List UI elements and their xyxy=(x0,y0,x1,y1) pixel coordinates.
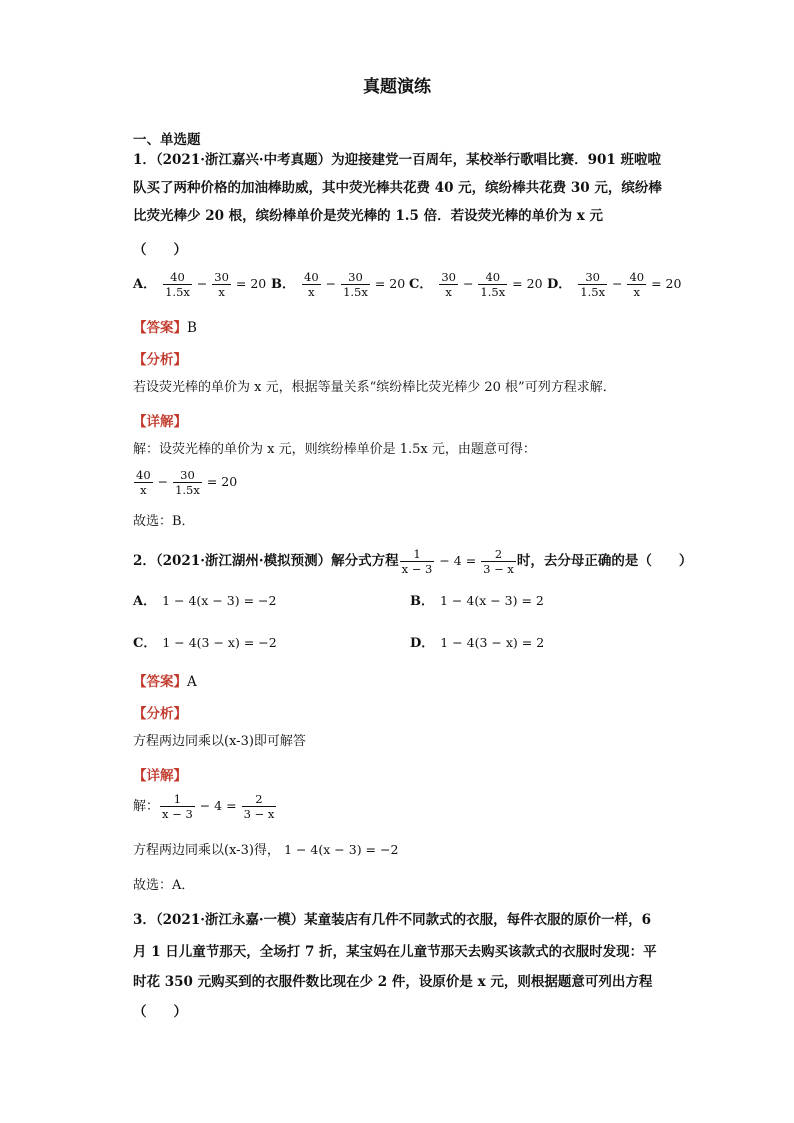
fraction xyxy=(439,270,458,299)
option-expression: 1 − 4(3 − x) = −2 xyxy=(162,635,277,650)
numerator: 40 xyxy=(136,468,151,482)
math-expression xyxy=(399,547,517,576)
q1-option-a[interactable] xyxy=(133,270,266,299)
equation-rhs: = 20 xyxy=(202,474,238,489)
fraction xyxy=(627,270,646,299)
option-label: A． xyxy=(133,277,157,292)
fraction xyxy=(160,792,195,821)
q2-option-b[interactable] xyxy=(410,590,544,609)
q1-option-c[interactable] xyxy=(409,270,543,299)
denominator: 1.5x xyxy=(175,483,200,497)
equation-rhs: = 20 xyxy=(647,276,682,291)
q2-option-c[interactable] xyxy=(133,632,277,651)
numerator: 1 xyxy=(160,792,195,807)
q2-suffix: 时，去分母正确的是（ ） xyxy=(516,553,693,569)
numerator: 30 xyxy=(341,270,370,285)
denominator: x − 3 xyxy=(162,807,193,821)
fraction xyxy=(341,270,370,299)
q2-analysis-tag: 【分析】 xyxy=(133,706,187,722)
minus-sign: − xyxy=(321,276,341,291)
section-heading: 一、单选题 xyxy=(133,132,201,148)
option-label: C． xyxy=(133,636,157,651)
denominator: x xyxy=(445,285,452,299)
q3-line1: 3．（2021·浙江永嘉·一模）某童装店有几件不同款式的衣服，每件衣服的原价一样，6 xyxy=(133,912,652,928)
equation-rhs: = 20 xyxy=(370,276,406,291)
fraction xyxy=(478,270,507,299)
q2-analysis: 方程两边同乘以(x-3)即可解答 xyxy=(133,734,306,749)
denominator: 3 − x xyxy=(483,562,514,576)
numerator: 40 xyxy=(629,270,645,284)
math-expression xyxy=(162,270,267,299)
minus-sign: − xyxy=(192,276,212,291)
q2-stem xyxy=(133,546,692,576)
detail-prefix: 解： xyxy=(133,799,160,814)
q1-detail: 解：设荧光棒的单价为 x 元，则缤纷棒单价是 1.5x 元，由题意可得： xyxy=(133,442,536,457)
equation-rhs: = 20 xyxy=(231,276,267,291)
fraction xyxy=(578,270,607,299)
minus-sign: − xyxy=(608,276,627,291)
denominator: 1.5x xyxy=(343,285,368,299)
denominator: 3 − x xyxy=(243,807,275,821)
q1-paren: （ ） xyxy=(133,242,187,258)
fraction xyxy=(242,792,277,821)
q1-option-d[interactable] xyxy=(547,270,681,299)
q2-detail xyxy=(133,792,277,821)
q2-answer: 【答案】A xyxy=(133,674,197,690)
option-label: B． xyxy=(410,594,434,609)
q1-detail-tag: 【详解】 xyxy=(133,414,187,430)
numerator: 2 xyxy=(481,547,516,562)
fraction xyxy=(400,547,435,576)
math-expression xyxy=(159,792,277,821)
q2-prefix: 2．（2021·浙江湖州·模拟预测）解分式方程 xyxy=(133,553,399,569)
numerator: 30 xyxy=(441,270,456,284)
minus-sign: − xyxy=(459,276,478,291)
q1-option-b[interactable] xyxy=(271,270,405,299)
q3-line3: 时花 350 元购买到的衣服件数比现在少 2 件，设原价是 x 元，则根据题意可列出方程 xyxy=(133,974,653,990)
numerator: 40 xyxy=(304,270,319,284)
option-label: B． xyxy=(271,277,295,292)
page-title: 真题演练 xyxy=(363,77,431,97)
option-label: A． xyxy=(133,594,157,609)
q2-option-a[interactable] xyxy=(133,590,276,609)
q2-option-d[interactable] xyxy=(410,632,544,651)
numerator: 2 xyxy=(242,792,277,807)
math-expression xyxy=(577,270,682,299)
numerator: 40 xyxy=(163,270,192,285)
q3-paren: （ ） xyxy=(133,1004,187,1020)
equation-middle: − 4 = xyxy=(195,798,241,813)
fraction xyxy=(481,547,516,576)
q3-line2: 月 1 日儿童节那天，全场打 7 折，某宝妈在儿童节那天去购买该款式的衣服时发现：平 xyxy=(133,944,657,960)
denominator: 1.5x xyxy=(165,285,190,299)
denominator: x − 3 xyxy=(401,562,433,576)
q1-conclusion: 故选：B． xyxy=(133,514,195,529)
option-expression: 1 − 4(x − 3) = −2 xyxy=(162,593,277,608)
q2-conclusion: 故选：A． xyxy=(133,878,195,893)
denominator: x xyxy=(140,483,147,497)
q1-equation xyxy=(133,468,237,497)
numerator: 40 xyxy=(478,270,507,285)
q1-analysis-tag: 【分析】 xyxy=(133,352,187,368)
option-label: D． xyxy=(547,277,572,292)
denominator: x xyxy=(308,285,315,299)
equation-rhs: = 20 xyxy=(508,276,543,291)
option-expression: 1 − 4(3 − x) = 2 xyxy=(440,635,545,650)
fraction xyxy=(163,270,192,299)
option-expression: 1 − 4(x − 3) = 2 xyxy=(440,593,544,608)
math-expression xyxy=(301,270,406,299)
option-label: D． xyxy=(410,636,435,651)
fraction xyxy=(173,468,202,497)
numerator: 30 xyxy=(173,468,202,483)
equation-middle: − 4 = xyxy=(435,553,481,568)
fraction xyxy=(302,270,321,299)
denominator: 1.5x xyxy=(580,285,606,299)
denominator: x xyxy=(218,285,225,299)
option-label: C． xyxy=(409,277,433,292)
denominator: 1.5x xyxy=(480,285,506,299)
q1-line3: 比荧光棒少 20 根，缤纷棒单价是荧光棒的 1.5 倍．若设荧光棒的单价为 x 元 xyxy=(133,208,604,224)
minus-sign: − xyxy=(153,474,173,489)
fraction xyxy=(134,468,153,497)
q1-analysis: 若设荧光棒的单价为 x 元，根据等量关系“缤纷棒比荧光棒少 20 根”可列方程求解． xyxy=(133,380,616,395)
fraction xyxy=(212,270,231,299)
numerator: 30 xyxy=(578,270,607,285)
math-expression xyxy=(133,468,238,497)
math-expression xyxy=(438,270,543,299)
numerator: 30 xyxy=(214,270,229,284)
q2-step: 方程两边同乘以(x-3)得， 1 − 4(x − 3) = −2 xyxy=(133,842,399,858)
q1-line2: 队买了两种价格的加油棒助威，其中荧光棒共花费 40 元，缤纷棒共花费 30 元，缤纷棒 xyxy=(133,180,662,196)
q2-detail-tag: 【详解】 xyxy=(133,768,187,784)
q1-line1: 1．（2021·浙江嘉兴·中考真题）为迎接建党一百周年，某校举行歌唱比赛．901 班啦啦 xyxy=(133,152,661,168)
q1-answer: 【答案】B xyxy=(133,320,197,336)
numerator: 1 xyxy=(400,547,435,562)
denominator: x xyxy=(633,285,641,299)
